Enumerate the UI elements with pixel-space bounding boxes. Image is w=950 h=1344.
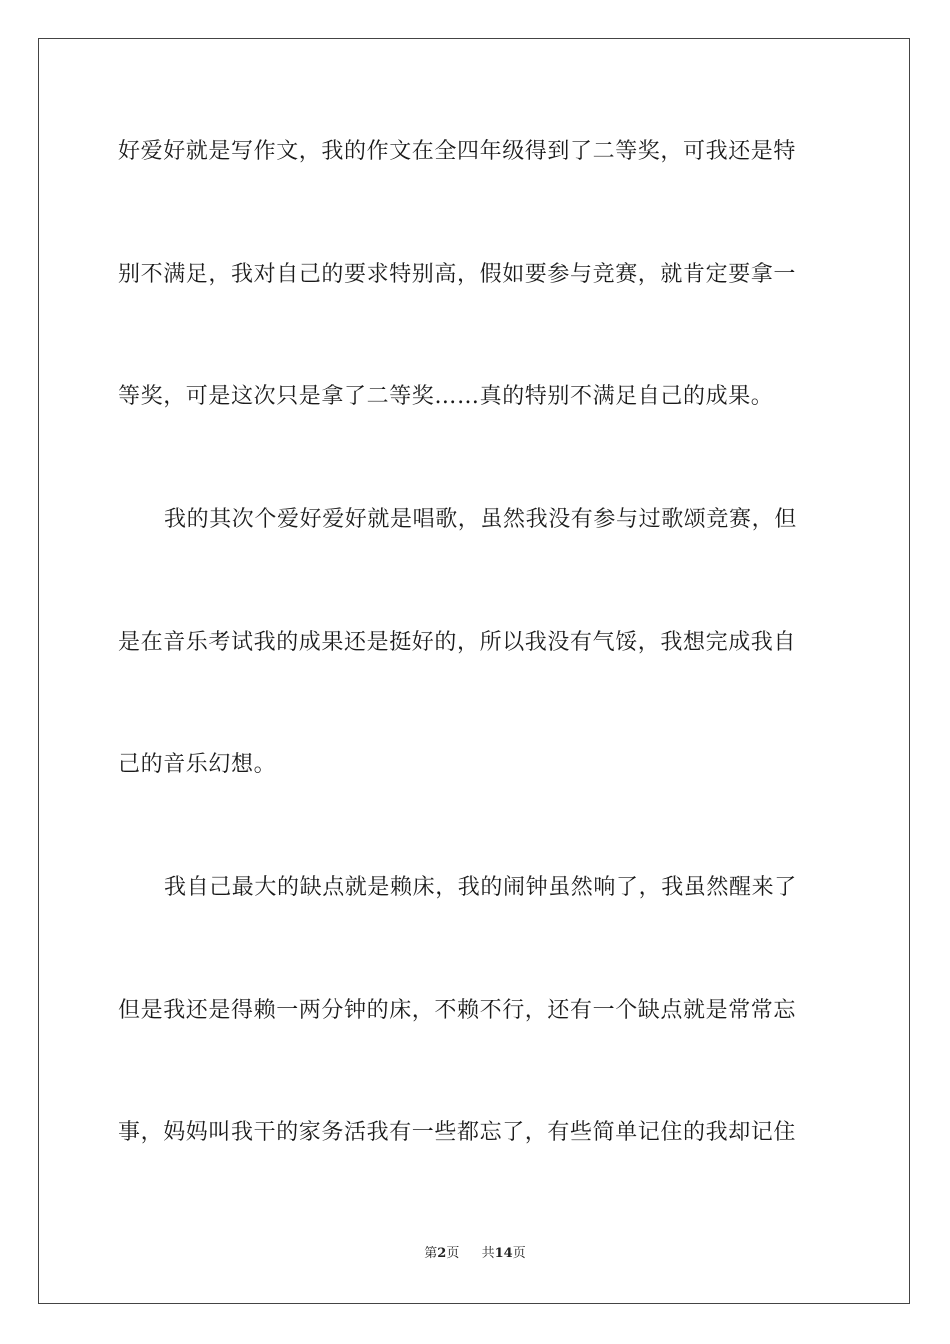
total-prefix: 共: [481, 1246, 495, 1261]
page-total-label: [482, 1246, 526, 1261]
page-suffix: 页: [446, 1246, 460, 1261]
text-line-9: 事，妈妈叫我干的家务活我有一些都忘了，有些简单记住的我却记住: [118, 1120, 797, 1145]
page-prefix: 第: [424, 1246, 438, 1261]
text-line-4-paragraph-start: 我的其次个爱好爱好就是唱歌，虽然我没有参与过歌颂竞赛，但: [164, 507, 797, 532]
text-line-5: 是在音乐考试我的成果还是挺好的，所以我没有气馁，我想完成我自: [118, 630, 797, 655]
page-number-label: [424, 1246, 463, 1261]
text-line-6: 己的音乐幻想。: [118, 752, 277, 777]
total-suffix: 页: [512, 1246, 526, 1261]
page-border: [38, 38, 910, 1304]
total-page-number: 14: [494, 1246, 513, 1261]
current-page-number: 2: [437, 1246, 447, 1261]
text-line-8: 但是我还是得赖一两分钟的床，不赖不行，还有一个缺点就是常常忘: [118, 998, 797, 1023]
text-line-2: 别不满足，我对自己的要求特别高，假如要参与竞赛，就肯定要拿一: [118, 262, 797, 287]
text-line-1: 好爱好就是写作文，我的作文在全四年级得到了二等奖，可我还是特: [118, 139, 797, 164]
text-line-7-paragraph-start: 我自己最大的缺点就是赖床，我的闹钟虽然响了，我虽然醒来了: [164, 875, 797, 900]
page-footer: [0, 1245, 950, 1263]
text-line-3: 等奖，可是这次只是拿了二等奖……真的特别不满足自己的成果。: [118, 384, 774, 409]
